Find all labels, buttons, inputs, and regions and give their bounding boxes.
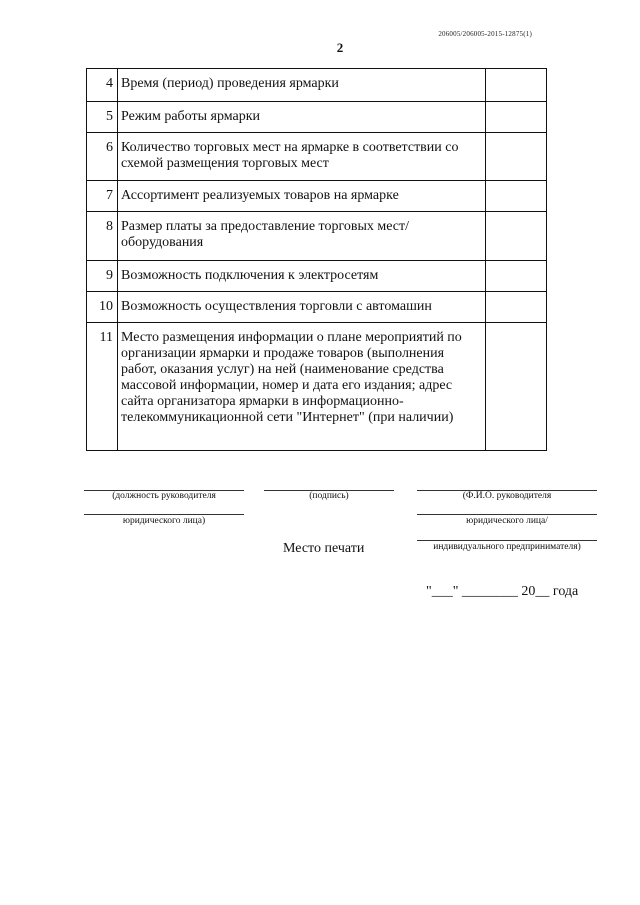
row-description: Размер платы за предоставление торговых мест/оборудования <box>118 212 486 261</box>
row-number: 8 <box>87 212 118 261</box>
row-number: 6 <box>87 133 118 181</box>
row-description: Место размещения информации о плане мероприятий по организации ярмарки и продаже товаров (выполнения работ, оказания услуг) на ней (наименование средства массовой информации, номер и дата его издания; адрес сайта организатора ярмарки в информационно-телекоммуникационной сети "Интернет" (при наличии) <box>118 323 486 451</box>
row-description: Возможность осуществления торговли с автомашин <box>118 292 486 323</box>
name-caption-2: юридического лица/ <box>466 516 548 526</box>
name-signature-line-2 <box>417 514 597 515</box>
table-row <box>87 261 547 292</box>
name-signature-line-3 <box>417 540 597 541</box>
row-number: 10 <box>87 292 118 323</box>
row-description: Ассортимент реализуемых товаров на ярмарке <box>118 181 486 212</box>
page-number: 2 <box>336 40 344 55</box>
row-description: Возможность подключения к электросетям <box>118 261 486 292</box>
row-number: 5 <box>87 102 118 133</box>
table-row <box>87 102 547 133</box>
row-value-cell <box>486 102 547 133</box>
row-description: Количество торговых мест на ярмарке в соответствии со схемой размещения торговых мест <box>118 133 486 181</box>
row-value-cell <box>486 181 547 212</box>
name-caption: (Ф.И.О. руководителя <box>462 491 552 501</box>
name-caption-3: индивидуального предпринимателя) <box>433 542 581 552</box>
row-number: 11 <box>87 323 118 451</box>
date-line: "___" ________ 20__ года <box>426 584 579 599</box>
position-caption-2: юридического лица) <box>122 516 206 526</box>
table-row <box>87 133 547 181</box>
table-row <box>87 69 547 102</box>
row-value-cell <box>486 323 547 451</box>
fair-info-table <box>86 68 547 451</box>
row-number: 9 <box>87 261 118 292</box>
row-value-cell <box>486 133 547 181</box>
row-description: Время (период) проведения ярмарки <box>118 69 486 102</box>
document-id: 206005/206005-2015-12875(1) <box>438 30 532 38</box>
position-caption: (должность руководителя <box>112 491 216 501</box>
row-value-cell <box>486 261 547 292</box>
position-signature-line-2 <box>84 514 244 515</box>
table-row <box>87 212 547 261</box>
stamp-place-label: Место печати <box>283 541 365 556</box>
table-row <box>87 292 547 323</box>
row-number: 4 <box>87 69 118 102</box>
row-value-cell <box>486 69 547 102</box>
row-value-cell <box>486 292 547 323</box>
table-row <box>87 181 547 212</box>
row-value-cell <box>486 212 547 261</box>
row-description: Режим работы ярмарки <box>118 102 486 133</box>
signature-caption: (подпись) <box>309 491 349 501</box>
table-row <box>87 323 547 451</box>
row-number: 7 <box>87 181 118 212</box>
